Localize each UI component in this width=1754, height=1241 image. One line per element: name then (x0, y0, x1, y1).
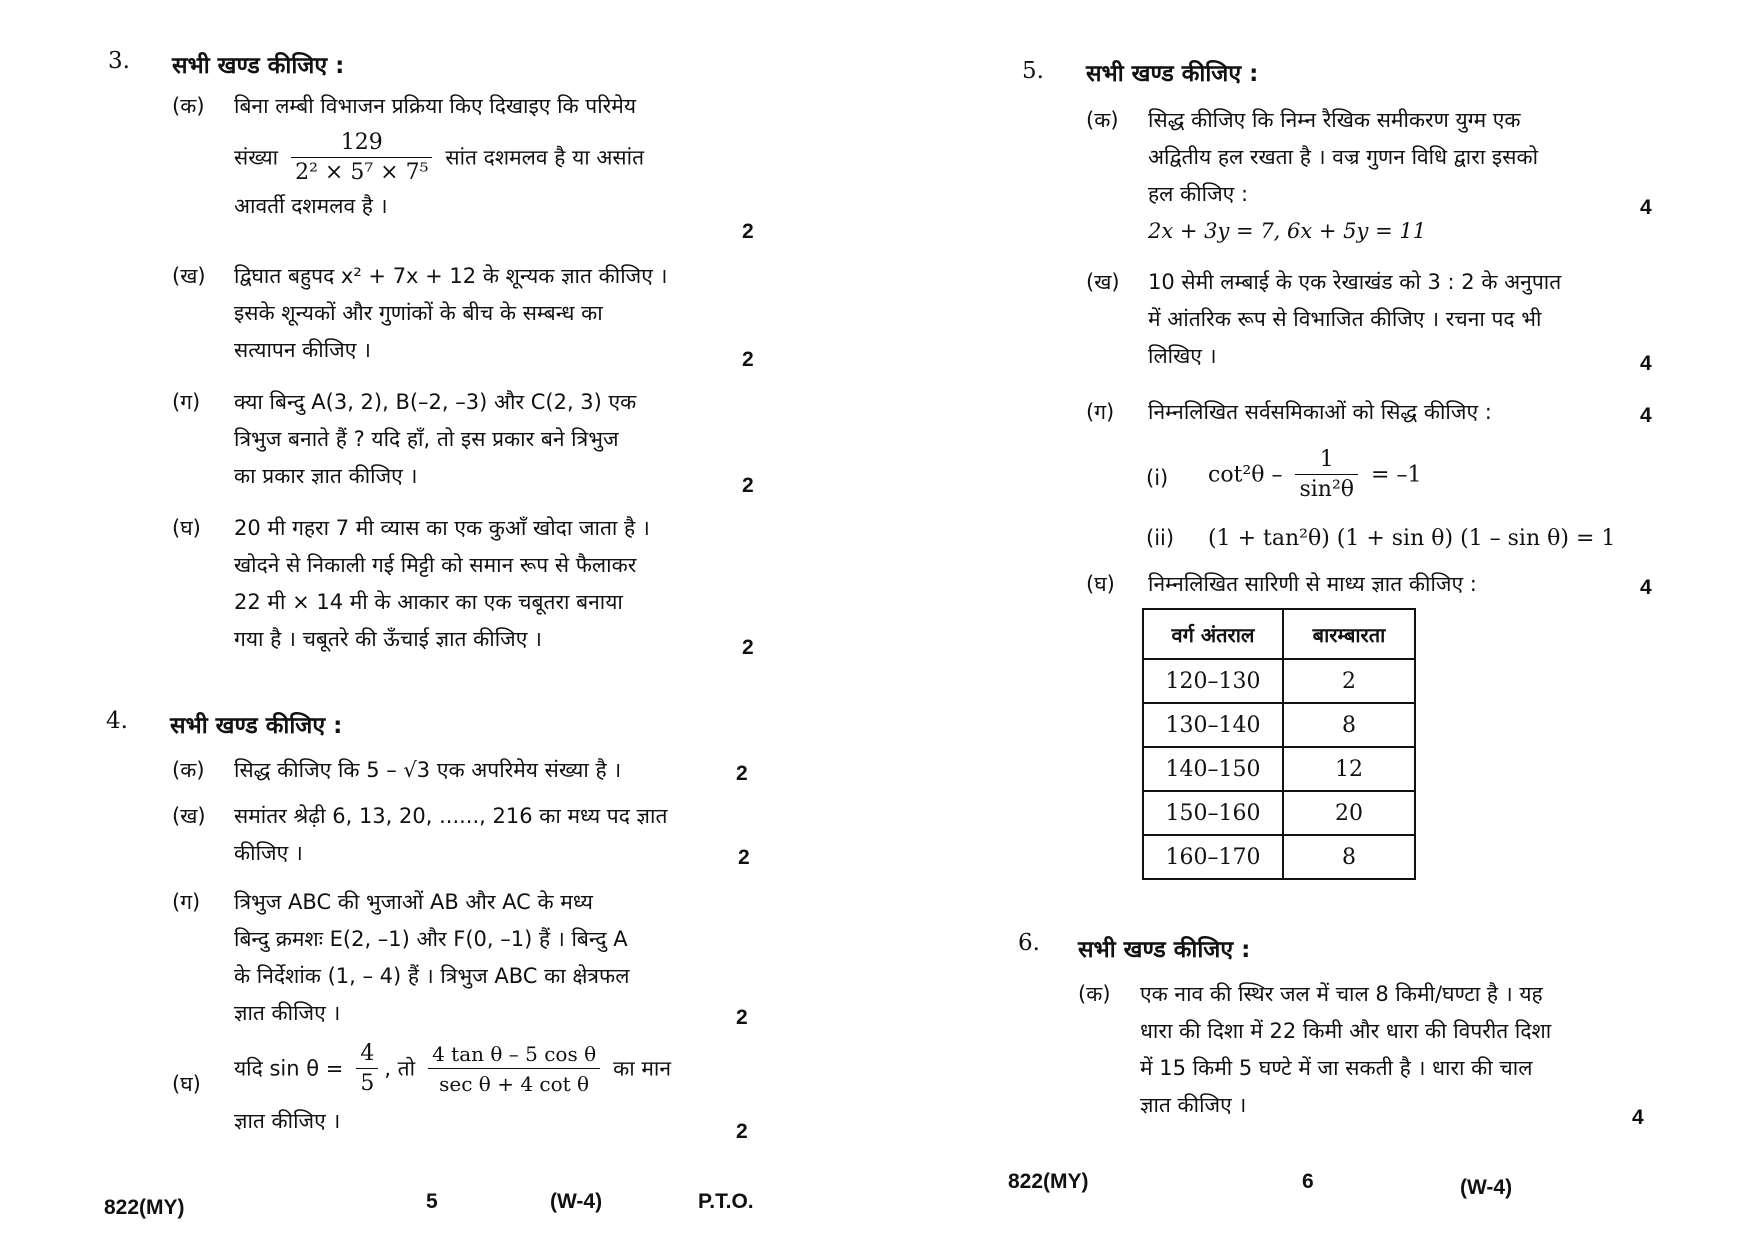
table-header-class-interval: वर्ग अंतराल (1143, 609, 1283, 659)
question-3-number: 3. (108, 48, 130, 74)
identity-ii-expression: (1 + tan²θ) (1 + sin θ) (1 – sin θ) = 1 (1208, 526, 1616, 551)
sub-label: (i) (1146, 466, 1169, 490)
q3-kha-line1: द्विघात बहुपद x² + 7x + 12 के शून्यक ज्ञात कीजिए । (234, 264, 668, 288)
please-turn-over: P.T.O. (698, 1190, 754, 1213)
q3-ga-line3: का प्रकार ज्ञात कीजिए । (234, 464, 418, 488)
marks: 4 (1640, 352, 1652, 375)
marks: 4 (1640, 196, 1652, 219)
sub-label: (ii) (1146, 526, 1175, 550)
marks: 2 (736, 1006, 748, 1029)
page-number: 5 (426, 1190, 438, 1213)
q3-kha-line2: इसके शून्यकों और गुणांकों के बीच के सम्बन्ध का (234, 301, 603, 325)
marks: 4 (1632, 1106, 1644, 1129)
marks: 2 (742, 636, 754, 659)
question-6-heading: सभी खण्ड कीजिए : (1078, 937, 1251, 963)
part-label: (ख) (172, 264, 206, 288)
q5-kha-line3: लिखिए । (1148, 344, 1217, 368)
part-label: (क) (172, 94, 205, 118)
fraction-numerator: 4 (356, 1040, 378, 1069)
question-3-heading: सभी खण्ड कीजिए : (172, 53, 345, 79)
rational-fraction (291, 129, 432, 188)
q5-ka-line1: सिद्ध कीजिए कि निम्न रैखिक समीकरण युग्म एक (1148, 108, 1521, 132)
q4-gha-mid: , तो (384, 1056, 416, 1081)
q5-ka-line3: हल कीजिए : (1148, 182, 1249, 206)
marks: 2 (738, 846, 750, 869)
q3-gha-line2: खोदने से निकाली गई मिट्टी को समान रूप से फैलाकर (234, 553, 637, 577)
q5-ka-equations: 2x + 3y = 7, 6x + 5y = 11 (1148, 219, 1427, 243)
q4-ga-line4: ज्ञात कीजिए । (234, 1001, 341, 1025)
fraction-numerator: 129 (291, 129, 432, 158)
table-header-row (1143, 609, 1415, 659)
q3-gha-line4: गया है । चबूतरे की ऊँचाई ज्ञात कीजिए । (234, 627, 543, 651)
fraction-denominator: 5 (360, 1071, 375, 1096)
table-cell: 130–140 (1143, 703, 1283, 747)
table-cell: 2 (1283, 659, 1415, 703)
q5-kha-line2: में आंतरिक रूप से विभाजित कीजिए । रचना पद भी (1148, 307, 1542, 331)
fraction-denominator: sin²θ (1299, 477, 1355, 502)
q6-ka-line2: धारा की दिशा में 22 किमी और धारा की विपरीत दिशा (1140, 1019, 1552, 1043)
table-row (1143, 659, 1415, 703)
q3-gha-line1: 20 मी गहरा 7 मी व्यास का एक कुआँ खोदा जाता है । (234, 516, 650, 540)
table-cell: 160–170 (1143, 835, 1283, 879)
marks: 4 (1640, 404, 1652, 427)
trig-expression-fraction (428, 1040, 600, 1099)
q3-ga-line1: क्या बिन्दु A(3, 2), B(–2, –3) और C(2, 3) एक (234, 390, 637, 414)
q5-gha-line1: निम्नलिखित सारिणी से माध्य ज्ञात कीजिए : (1148, 572, 1477, 596)
series-code: (W-4) (1460, 1176, 1513, 1199)
part-label: (क) (1078, 982, 1111, 1006)
identity-i-post: = –1 (1371, 462, 1422, 488)
page-number: 6 (1302, 1170, 1314, 1193)
question-4-heading: सभी खण्ड कीजिए : (170, 713, 343, 739)
q3-ka-line1: बिना लम्बी विभाजन प्रक्रिया किए दिखाइए कि परिमेय (234, 94, 637, 118)
fraction-numerator: 1 (1295, 446, 1358, 475)
fraction-numerator: 4 tan θ – 5 cos θ (428, 1040, 600, 1069)
q4-kha-line2: कीजिए । (234, 841, 303, 865)
q3-ka-line3: आवर्ती दशमलव है । (234, 194, 388, 218)
table-cell: 20 (1283, 791, 1415, 835)
marks: 2 (742, 348, 754, 371)
fraction-denominator: 2² × 5⁷ × 7⁵ (295, 160, 429, 185)
part-label: (क) (1086, 108, 1119, 132)
table-row (1143, 791, 1415, 835)
part-label: (ग) (172, 390, 201, 414)
part-label: (घ) (1086, 572, 1115, 596)
q4-ka-line1: सिद्ध कीजिए कि 5 – √3 एक अपरिमेय संख्या है । (234, 758, 622, 782)
marks: 2 (742, 474, 754, 497)
q3-ga-line2: त्रिभुज बनाते हैं ? यदि हाँ, तो इस प्रकार बने त्रिभुज (234, 427, 619, 451)
part-label: (ख) (1086, 270, 1120, 294)
table-row (1143, 703, 1415, 747)
q5-ga-line1: निम्नलिखित सर्वसमिकाओं को सिद्ध कीजिए : (1148, 400, 1492, 424)
marks: 2 (736, 1120, 748, 1143)
q6-ka-line1: एक नाव की स्थिर जल में चाल 8 किमी/घण्टा है । यह (1140, 982, 1543, 1006)
identity-i-fraction (1295, 446, 1358, 505)
question-5-heading: सभी खण्ड कीजिए : (1086, 61, 1259, 87)
q4-gha-line2: ज्ञात कीजिए । (234, 1109, 341, 1133)
q4-ga-line2: बिन्दु क्रमशः E(2, –1) और F(0, –1) हैं । बिन्दु A (234, 927, 628, 951)
part-label: (घ) (172, 516, 201, 540)
question-4-number: 4. (106, 708, 128, 734)
paper-code: 822(MY) (1008, 1170, 1089, 1193)
table-cell: 140–150 (1143, 747, 1283, 791)
table-cell: 120–130 (1143, 659, 1283, 703)
table-cell: 150–160 (1143, 791, 1283, 835)
q5-ka-line2: अद्वितीय हल रखता है । वज्र गुणन विधि द्वारा इसको (1148, 145, 1539, 169)
q3-gha-line3: 22 मी × 14 मी के आकार का एक चबूतरा बनाया (234, 590, 623, 614)
q4-ga-line3: के निर्देशांक (1, – 4) हैं । त्रिभुज ABC का क्षेत्रफल (234, 964, 630, 988)
frequency-table (1142, 608, 1416, 880)
q3-part-ka (172, 88, 732, 238)
q4-kha-line1: समांतर श्रेढ़ी 6, 13, 20, ......, 216 का मध्य पद ज्ञात (234, 804, 668, 828)
paper-code: 822(MY) (104, 1196, 185, 1219)
series-code: (W-4) (550, 1190, 603, 1213)
marks: 2 (742, 220, 754, 243)
q3-ka-line2-pre: संख्या (234, 145, 279, 170)
q3-kha-line3: सत्यापन कीजिए । (234, 338, 371, 362)
q4-ga-line1: त्रिभुज ABC की भुजाओं AB और AC के मध्य (234, 890, 593, 914)
q3-ka-line2-post: सांत दशमलव है या असांत (445, 145, 645, 170)
q4-gha-post: का मान (613, 1056, 672, 1081)
identity-i-pre: cot²θ – (1208, 462, 1283, 488)
table-header-frequency: बारम्बारता (1283, 609, 1415, 659)
part-label: (घ) (172, 1072, 201, 1096)
part-label: (ग) (172, 890, 201, 914)
q6-ka-line3: में 15 किमी 5 घण्टे में जा सकती है । धारा की चाल (1140, 1056, 1533, 1080)
fraction-denominator: sec θ + 4 cot θ (439, 1072, 590, 1096)
q6-ka-line4: ज्ञात कीजिए । (1140, 1093, 1247, 1117)
sine-fraction (356, 1040, 378, 1099)
table-cell: 8 (1283, 835, 1415, 879)
q5-kha-line1: 10 सेमी लम्बाई के एक रेखाखंड को 3 : 2 के अनुपात (1148, 270, 1562, 294)
marks: 2 (736, 762, 748, 785)
table-cell: 8 (1283, 703, 1415, 747)
table-row (1143, 747, 1415, 791)
part-label: (क) (172, 758, 205, 782)
part-label: (ग) (1086, 400, 1115, 424)
q4-gha-pre: यदि sin θ = (234, 1056, 344, 1081)
question-6-number: 6. (1018, 930, 1040, 956)
table-cell: 12 (1283, 747, 1415, 791)
table-row (1143, 835, 1415, 879)
question-5-number: 5. (1022, 58, 1044, 84)
part-label: (ख) (172, 804, 206, 828)
marks: 4 (1640, 576, 1652, 599)
